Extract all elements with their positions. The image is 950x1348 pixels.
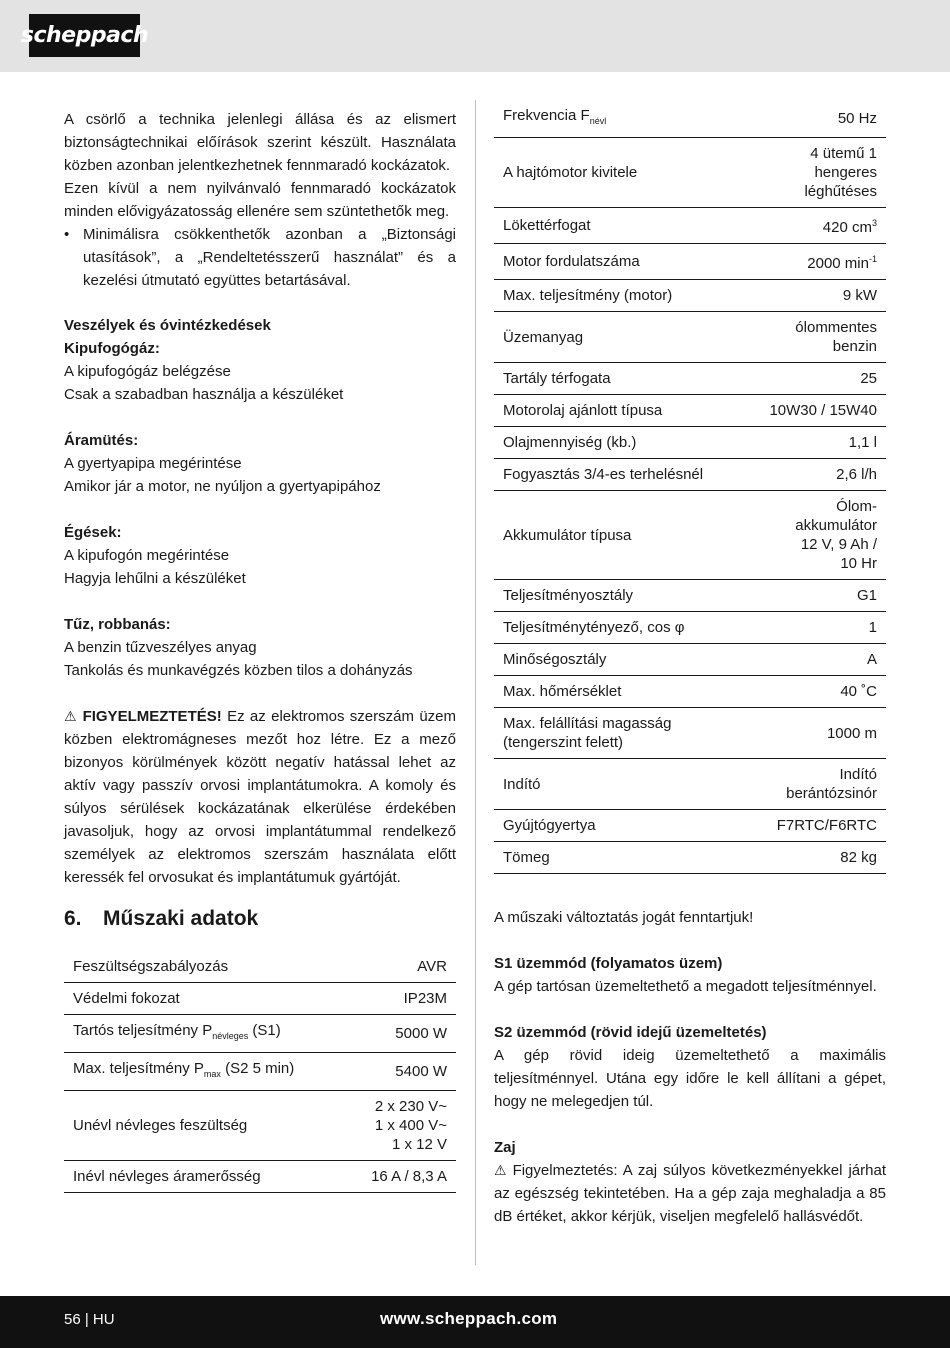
spec-value [743, 208, 886, 244]
spec-label: Max. teljesítmény (motor) [494, 280, 743, 312]
bullet-mark: • [64, 226, 70, 243]
s1-mode-text: A gép tartósan üzemeltethető a megadott teljesítménnyel. [494, 978, 877, 995]
footer-bar [0, 1296, 950, 1348]
spec-value: IP23M [346, 983, 457, 1015]
hazard-shock-line-1: A gyertyapipa megérintése [64, 455, 242, 472]
spec-value-main: 2000 min [807, 255, 869, 272]
noise-title: Zaj [494, 1139, 516, 1156]
spec-label-main: Frekvencia F [503, 107, 590, 124]
spec-label: A hajtómotor kivitele [494, 138, 743, 208]
spec-label: Feszültségszabályozás [64, 951, 346, 983]
hazard-fire-line-1: A benzin tűzveszélyes anyag [64, 639, 257, 656]
spec-label: Teljesítménytényező, cos φ [494, 612, 743, 644]
spec-value: 9 kW [743, 280, 886, 312]
hazard-shock-title: Áramütés: [64, 432, 139, 449]
spec-label-subscript: névleges [212, 1031, 249, 1041]
spec-value [743, 759, 886, 810]
table-row [494, 842, 886, 874]
table-row [494, 427, 886, 459]
spec-label: Motor fordulatszáma [494, 244, 743, 280]
spec-value: 82 kg [743, 842, 886, 874]
table-row [494, 676, 886, 708]
spec-label: Akkumulátor típusa [494, 491, 743, 580]
spec-value-line: akkumulátor [795, 517, 877, 534]
table-row [64, 1091, 456, 1161]
s1-mode-title: S1 üzemmód (folyamatos üzem) [494, 955, 723, 972]
spec-value: F7RTC/F6RTC [743, 810, 886, 842]
section-number: 6. [64, 907, 82, 930]
spec-value [346, 1091, 457, 1161]
hazard-shock-line-2: Amikor jár a motor, ne nyúljon a gyertyapipához [64, 478, 381, 495]
spec-value: 25 [743, 363, 886, 395]
spec-value: 1000 m [743, 708, 886, 759]
spec-value-line: berántózsinór [786, 785, 877, 802]
spec-label: Unévl névleges feszültség [64, 1091, 346, 1161]
spec-label: Tartály térfogata [494, 363, 743, 395]
table-row [494, 759, 886, 810]
table-row [64, 951, 456, 983]
spec-value-superscript: 3 [871, 218, 877, 228]
hazard-exhaust-line-2: Csak a szabadban használja a készüléket [64, 386, 344, 403]
spec-label [494, 708, 743, 759]
spec-value-line: Indító [839, 766, 877, 783]
technical-change-note: A műszaki változtatás jogát fenntartjuk! [494, 909, 754, 926]
spec-label-line: Max. felállítási magasság [503, 715, 672, 732]
warning-label: FIGYELMEZTETÉS! [82, 708, 222, 725]
table-row [494, 280, 886, 312]
intro-paragraph-1: A csörlő a technika jelenlegi állása és az elismert biztonságtechnikai előírások szerint készült. Használata közben azonban jelentkezhetnek fennmaradó kockázatok. [64, 111, 456, 174]
section-title: Műszaki adatok [103, 907, 259, 930]
spec-label: Fogyasztás 3/4-es terhelésnél [494, 459, 743, 491]
spec-label-main: Max. teljesítmény P [73, 1060, 204, 1077]
table-row [64, 1015, 456, 1053]
spec-value-line: ólommentes [795, 319, 877, 336]
spec-value: AVR [346, 951, 457, 983]
spec-value: 16 A / 8,3 A [346, 1161, 457, 1193]
table-row [494, 363, 886, 395]
spec-label-suffix: (S1) [248, 1022, 281, 1039]
table-row [494, 580, 886, 612]
table-row [64, 1161, 456, 1193]
bullet-item [64, 223, 456, 292]
spec-label-suffix: (S2 5 min) [220, 1060, 295, 1077]
table-row [494, 810, 886, 842]
brand-logo [20, 14, 149, 57]
spec-value-main: 420 cm [822, 219, 872, 236]
spec-table-left [64, 951, 456, 1193]
spec-value: 2,6 l/h [743, 459, 886, 491]
spec-value-line: léghűtéses [804, 183, 877, 200]
spec-label: Gyújtógyertya [494, 810, 743, 842]
spec-value [743, 138, 886, 208]
table-row [494, 612, 886, 644]
table-row [494, 312, 886, 363]
spec-value [743, 244, 886, 280]
spec-value: 10W30 / 15W40 [743, 395, 886, 427]
spec-label: Minőségosztály [494, 644, 743, 676]
table-row [64, 1053, 456, 1091]
spec-label-main: Tartós teljesítmény P [73, 1022, 213, 1039]
hazard-fire-title: Tűz, robbanás: [64, 616, 171, 633]
spec-label: Lökettérfogat [494, 208, 743, 244]
spec-label: Tömeg [494, 842, 743, 874]
spec-value-line: 10 Hr [840, 555, 877, 572]
spec-value: A [743, 644, 886, 676]
spec-value-superscript: -1 [868, 254, 877, 264]
right-notes [494, 906, 886, 1228]
table-row [494, 208, 886, 244]
intro-paragraph-2: Ezen kívül a nem nyilvánvaló fennmaradó kockázatok minden elővigyázatosság ellenére sem szüntethetők meg. [64, 180, 456, 220]
spec-label-subscript: névl [589, 116, 607, 126]
noise-text: Figyelmeztetés: A zaj súlyos következményekkel járhat az egészség tekintetében. Ha a gép zaja meghaladja a 85 dB értéket, akkor kérjük, viseljen megfelelő hallásvédőt. [494, 1162, 886, 1225]
spec-value [743, 491, 886, 580]
table-row [494, 459, 886, 491]
spec-value-line: hengeres [814, 164, 877, 181]
section-heading [64, 907, 456, 931]
s2-mode-title: S2 üzemmód (rövid idejű üzemeltetés) [494, 1024, 767, 1041]
spec-label: Teljesítményosztály [494, 580, 743, 612]
bullet-text: Minimálisra csökkenthetők azonban a „Biztonsági utasítások”, a „Rendeltetésszerű használat” és a kezelési útmutató együttes betartásával. [83, 226, 456, 289]
spec-label-subscript: max [203, 1069, 221, 1079]
spec-label [64, 1015, 346, 1053]
spec-label: Védelmi fokozat [64, 983, 346, 1015]
table-row [494, 708, 886, 759]
spec-value-line: 1 x 400 V~ [374, 1117, 447, 1134]
table-row [494, 644, 886, 676]
spec-value-line: 1 x 12 V [391, 1136, 447, 1153]
spec-label-line: (tengerszint felett) [503, 734, 624, 751]
spec-label: Olajmennyiség (kb.) [494, 427, 743, 459]
spec-label: Inévl névleges áramerősség [64, 1161, 346, 1193]
table-row [494, 395, 886, 427]
left-column [64, 108, 456, 1193]
warning-triangle-icon: ⚠ [64, 708, 77, 724]
spec-value: 50 Hz [743, 100, 886, 138]
hazard-burn-line-1: A kipufogón megérintése [64, 547, 230, 564]
emf-warning [64, 705, 456, 889]
header-bar [0, 0, 950, 72]
spec-label: Max. hőmérséklet [494, 676, 743, 708]
noise-warning [494, 1159, 886, 1228]
hazard-fire-line-2: Tankolás és munkavégzés közben tilos a dohányzás [64, 662, 413, 679]
hazard-burn-title: Égések: [64, 524, 122, 541]
s2-mode-text: A gép rövid ideig üzemeltethető a maximális teljesítménnyel. Utána egy időre le kell állítani a gépet, hogy ne melegedjen túl. [494, 1047, 886, 1110]
spec-label [64, 1053, 346, 1091]
column-divider [475, 100, 476, 1265]
table-row [494, 244, 886, 280]
right-column [494, 100, 886, 1228]
spec-value: 40 ˚C [743, 676, 886, 708]
spec-table-right [494, 100, 886, 874]
page-number: 56 | HU [64, 1311, 115, 1328]
spec-value: 1,1 l [743, 427, 886, 459]
spec-label: Indító [494, 759, 743, 810]
spec-label: Üzemanyag [494, 312, 743, 363]
spec-value-line: benzin [832, 338, 877, 355]
website-link[interactable]: www.scheppach.com [380, 1309, 558, 1328]
table-row [494, 138, 886, 208]
spec-value: 5400 W [346, 1053, 457, 1091]
spec-value-line: 4 ütemű 1 [810, 145, 877, 162]
hazards-title: Veszélyek és óvintézkedések [64, 317, 271, 334]
warning-text: Ez az elektromos szerszám üzem közben elektromágneses mezőt hoz létre. Ez a mező bizonyos körülmények között negatív hatással lehet az aktív vagy passzív orvosi implantátumokra. A komoly és súlyos sérülések kockázatának elkerülése érdekében javasoljuk, hogy az orvosi implantátummal rendelkező személyek az elektromos szerszám használata előtt keressék fel orvosukat és implantátumuk gyártóját. [64, 708, 456, 886]
spec-value: 5000 W [346, 1015, 457, 1053]
table-row [64, 983, 456, 1015]
table-row [494, 100, 886, 138]
warning-triangle-icon: ⚠ [494, 1162, 507, 1178]
hazard-exhaust-line-1: A kipufogógáz belégzése [64, 363, 231, 380]
spec-label: Motorolaj ajánlott típusa [494, 395, 743, 427]
spec-value-line: Ólom- [836, 498, 877, 515]
hazard-burn-line-2: Hagyja lehűlni a készüléket [64, 570, 246, 587]
hazard-exhaust-title: Kipufogógáz: [64, 340, 160, 357]
spec-value [743, 312, 886, 363]
spec-value-line: 12 V, 9 Ah / [800, 536, 877, 553]
spec-value: G1 [743, 580, 886, 612]
logo-text: scheppach [20, 23, 149, 48]
table-row [494, 491, 886, 580]
spec-label [494, 100, 743, 138]
spec-value: 1 [743, 612, 886, 644]
spec-value-line: 2 x 230 V~ [374, 1098, 447, 1115]
